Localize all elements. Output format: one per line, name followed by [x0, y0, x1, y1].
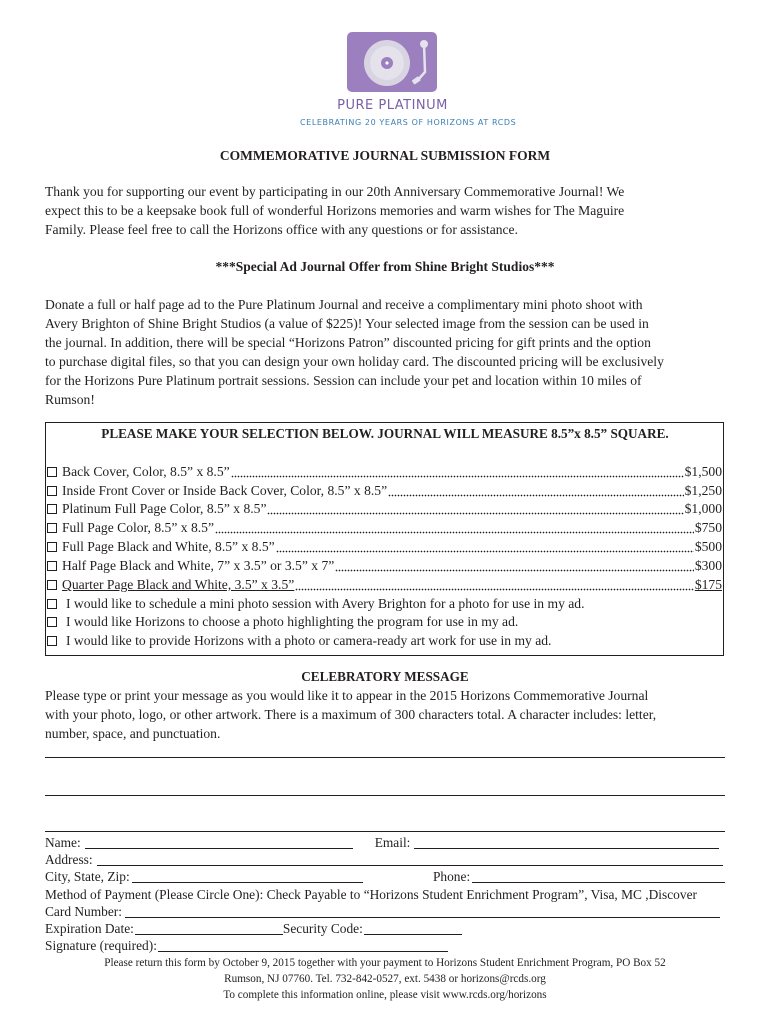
- selection-heading: PLEASE MAKE YOUR SELECTION BELOW. JOURNAL WILL MEASURE 8.5”x 8.5” SQUARE.: [101, 426, 669, 441]
- offer-line: Rumson!: [45, 392, 95, 407]
- expiration-field[interactable]: [135, 921, 283, 935]
- dot-leader: [267, 499, 683, 518]
- phone-label: Phone:: [432, 869, 471, 884]
- dot-leader: [231, 462, 684, 481]
- ad-option-label: Half Page Black and White, 7” x 3.5” or 3.5” x 7”: [62, 558, 335, 573]
- photo-option-label: I would like to schedule a mini photo session with Avery Brighton for a photo for use in my ad.: [66, 596, 585, 611]
- ad-option-checkbox[interactable]: [47, 523, 57, 533]
- photo-option-checkbox[interactable]: [47, 599, 57, 609]
- ad-option-checkbox[interactable]: [47, 486, 57, 496]
- ad-option-price: $1,500: [684, 464, 722, 479]
- photo-option-horizons-choose: [47, 612, 722, 631]
- intro-paragraph: [45, 182, 735, 239]
- photo-option-label: I would like to provide Horizons with a photo or camera-ready art work for use in my ad.: [66, 633, 552, 648]
- ad-option-full-page-bw: [47, 537, 722, 556]
- offer-paragraph: [45, 295, 735, 409]
- photo-option-label: I would like Horizons to choose a photo highlighting the program for use in my ad.: [66, 614, 519, 629]
- expiration-label: Expiration Date:: [45, 921, 134, 936]
- message-instructions: [45, 686, 735, 743]
- ad-option-label: Full Page Color, 8.5” x 8.5”: [62, 520, 214, 535]
- message-line-1[interactable]: [45, 757, 725, 758]
- ad-option-label: Inside Front Cover or Inside Back Cover, Color, 8.5” x 8.5”: [62, 483, 388, 498]
- phone-field[interactable]: [472, 869, 725, 883]
- signature-label: Signature (required):: [45, 938, 157, 953]
- offer-line: Donate a full or half page ad to the Pure Platinum Journal and receive a complimentary mini photo shoot with: [45, 297, 643, 312]
- ad-option-checkbox[interactable]: [47, 542, 57, 552]
- ad-option-label: Quarter Page Black and White, 3.5” x 3.5”: [62, 577, 295, 592]
- ad-option-inside-cover: [47, 481, 722, 500]
- ad-option-checkbox[interactable]: [47, 504, 57, 514]
- intro-line: expect this to be a keepsake book full of wonderful Horizons memories and warm wishes for The Maguire: [45, 203, 625, 218]
- offer-line: the journal. In addition, there will be special “Horizons Patron” discounted pricing for gift prints and the option: [45, 335, 651, 350]
- security-code-label: Security Code:: [282, 921, 363, 936]
- offer-line: Avery Brighton of Shine Bright Studios (a value of $225)! Your selected image from the session can be used in: [45, 316, 649, 331]
- city-state-zip-field[interactable]: [132, 869, 363, 883]
- ad-option-price: $300: [694, 558, 722, 573]
- photo-option-provide-art: [47, 631, 722, 650]
- ad-option-quarter-page-bw: [47, 575, 722, 594]
- photo-option-checkbox[interactable]: [47, 636, 57, 646]
- message-line-2[interactable]: [45, 795, 725, 796]
- name-label: Name:: [45, 835, 81, 850]
- record-player-icon: [347, 32, 437, 92]
- ad-option-checkbox[interactable]: [47, 561, 57, 571]
- special-offer-heading: ***Special Ad Journal Offer from Shine Bright Studios***: [215, 259, 555, 274]
- ad-option-price: $500: [694, 539, 722, 554]
- pure-platinum-logo: [300, 30, 517, 130]
- address-label: Address:: [45, 852, 93, 867]
- card-number-label: Card Number:: [45, 904, 122, 919]
- offer-line: to purchase digital files, so that you can design your own holiday card. The discounted pricing will be exclusively: [45, 354, 664, 369]
- ad-option-price: $1,000: [684, 501, 722, 516]
- intro-line: Thank you for supporting our event by participating in our 20th Anniversary Commemorative Journal! We: [45, 184, 625, 199]
- ad-option-platinum-full-page: [47, 499, 722, 518]
- name-email-row: [45, 834, 725, 852]
- email-label: Email:: [374, 835, 411, 850]
- expiration-security-row: [45, 920, 725, 938]
- intro-line: Family. Please feel free to call the Horizons office with any questions or for assistance.: [45, 222, 518, 237]
- dot-leader: [215, 518, 694, 537]
- ad-option-checkbox[interactable]: [47, 467, 57, 477]
- security-code-field[interactable]: [364, 921, 462, 935]
- address-field[interactable]: [97, 852, 723, 866]
- payment-method-row: [45, 886, 725, 904]
- ad-option-label: Full Page Black and White, 8.5” x 8.5”: [62, 539, 275, 554]
- message-line-3[interactable]: [45, 831, 725, 832]
- message-line: with your photo, logo, or other artwork. There is a maximum of 300 characters total. A character includes: letter,: [45, 707, 657, 722]
- dot-leader: [335, 556, 694, 575]
- logo-tagline: CELEBRATING 20 YEARS OF HORIZONS AT RCDS: [300, 118, 517, 127]
- signature-field[interactable]: [158, 938, 448, 952]
- city-state-zip-label: City, State, Zip:: [45, 869, 130, 884]
- message-line: Please type or print your message as you would like it to appear in the 2015 Horizons Commemorative Journal: [45, 688, 649, 703]
- form-title: COMMEMORATIVE JOURNAL SUBMISSION FORM: [219, 148, 551, 163]
- name-field[interactable]: [85, 835, 353, 849]
- ad-option-back-cover: [47, 462, 722, 481]
- ad-option-price: $1,250: [684, 483, 722, 498]
- logo-brand-text: PURE PLATINUM: [337, 98, 448, 113]
- email-field[interactable]: [414, 835, 719, 849]
- dot-leader: [295, 575, 694, 594]
- ad-option-price: $175: [694, 577, 722, 592]
- payment-method-text[interactable]: Method of Payment (Please Circle One): Check Payable to “Horizons Student Enrichment Program”, Visa, MC ,Discover: [45, 887, 697, 902]
- signature-row: [45, 937, 725, 955]
- address-row: [45, 851, 725, 869]
- city-phone-row: [45, 868, 725, 886]
- offer-line: for the Horizons Pure Platinum portrait sessions. Session can include your pet and location within 10 miles of: [45, 373, 642, 388]
- photo-option-checkbox[interactable]: [47, 617, 57, 627]
- ad-option-label: Platinum Full Page Color, 8.5” x 8.5”: [62, 501, 267, 516]
- card-number-row: [45, 903, 725, 921]
- dot-leader: [276, 537, 694, 556]
- ad-option-label: Back Cover, Color, 8.5” x 8.5”: [62, 464, 230, 479]
- footer-contact: Rumson, NJ 07760. Tel. 732-842-0527, ext. 5438 or horizons@rcds.org: [224, 973, 546, 985]
- message-line: number, space, and punctuation.: [45, 726, 221, 741]
- footer-return-note: Please return this form by October 9, 2015 together with your payment to Horizons Student Enrichment Program, PO Box 52: [104, 957, 666, 969]
- celebratory-heading: CELEBRATORY MESSAGE: [301, 669, 469, 684]
- footer-online-link[interactable]: To complete this information online, please visit www.rcds.org/horizons: [223, 989, 547, 1001]
- ad-option-half-page-bw: [47, 556, 722, 575]
- dot-leader: [388, 481, 684, 500]
- ad-option-price: $750: [694, 520, 722, 535]
- ad-option-checkbox[interactable]: [47, 580, 57, 590]
- card-number-field[interactable]: [125, 904, 720, 918]
- ad-option-full-page-color: [47, 518, 722, 537]
- photo-option-mini-session: [47, 594, 722, 613]
